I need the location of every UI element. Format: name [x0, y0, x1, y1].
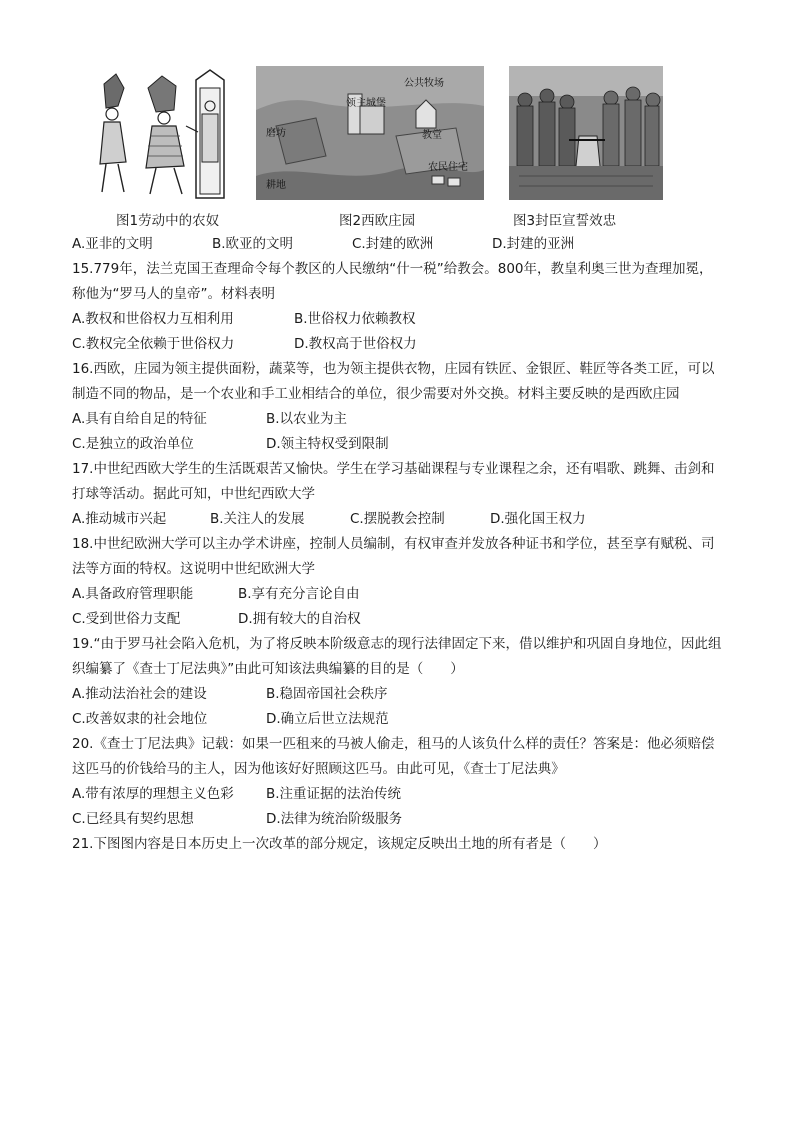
q19-option-a: A.推动法治社会的建设 — [72, 686, 207, 702]
q16-stem: 16.西欧，庄园为领主提供面粉，蔬菜等，也为领主提供衣物，庄园有铁匠、金银匠、鞋匠等各类工匠，可以制造不同的物品，是一个农业和手工业相结合的单位，很少需要对外交换。材料主要反映的是西欧庄园 — [72, 361, 715, 402]
q17-stem: 17.中世纪西欧大学生的生活既艰苦又愉快。学生在学习基础课程与专业课程之余，还有唱歌、跳舞、击剑和打球等活动。据此可知，中世纪西欧大学 — [72, 461, 715, 502]
figure-captions — [0, 209, 794, 231]
q20-option-a: A.带有浓厚的理想主义色彩 — [72, 786, 234, 802]
serfs-labor-illustration — [86, 66, 230, 200]
q19-stem: 19.“由于罗马社会陷入危机，为了将反映本阶级意志的现行法律固定下来，借以维护和巩固自身地位，因此组织编纂了《查士丁尼法典》”由此可知该法典编纂的目的是（ ） — [72, 636, 722, 677]
q16-options-row2 — [72, 432, 724, 457]
q19-options-row1 — [72, 682, 724, 707]
q17-option-a: A.推动城市兴起 — [72, 511, 167, 527]
q18-option-d: D.拥有较大的自治权 — [238, 611, 361, 627]
q18-options-row2 — [72, 607, 724, 632]
q14-option-b: B.欧亚的文明 — [212, 236, 294, 252]
figure-3-caption: 图3封臣宣誓效忠 — [513, 213, 617, 229]
q18-option-b: B.享有充分言论自由 — [238, 586, 360, 602]
q14-option-d: D.封建的亚洲 — [492, 236, 575, 252]
q15-stem: 15.779年，法兰克国王查理命令每个教区的人民缴纳“什一税”给教会。800年，教皇利奥三世为查理加冕，称他为“罗马人的皇帝”。材料表明 — [72, 261, 713, 302]
manor-label-4: 农民住宅 — [428, 162, 468, 173]
q20-option-c: C.已经具有契约思想 — [72, 811, 194, 827]
q20-option-b: B.注重证据的法治传统 — [266, 786, 402, 802]
manor-label-6: 耕地 — [266, 180, 286, 191]
q18-option-c: C.受到世俗力支配 — [72, 611, 181, 627]
q15-option-b: B.世俗权力依赖教权 — [294, 311, 416, 327]
q14-option-c: C.封建的欧洲 — [352, 236, 434, 252]
manor-label-3: 教堂 — [422, 130, 442, 141]
q18-option-a: A.具备政府管理职能 — [72, 586, 194, 602]
manor-map-illustration — [256, 66, 484, 200]
q15-option-a: A.教权和世俗权力互相利用 — [72, 311, 234, 327]
q15-option-c: C.教权完全依赖于世俗权力 — [72, 336, 235, 352]
figure-1-caption: 图1劳动中的农奴 — [116, 213, 220, 229]
q15-options-row1 — [72, 307, 724, 332]
vassal-oath-illustration — [509, 66, 663, 200]
q17-options — [72, 507, 724, 532]
q17-option-b: B.关注人的发展 — [210, 511, 305, 527]
manor-label-2: 领主城堡 — [346, 98, 386, 109]
q20-option-d: D.法律为统治阶级服务 — [266, 811, 403, 827]
q21-stem: 21.下图图内容是日本历史上一次改革的部分规定，该规定反映出土地的所有者是（ ） — [72, 836, 607, 852]
q20-stem: 20.《查士丁尼法典》记载：如果一匹租来的马被人偷走，租马的人该负什么样的责任？答案是：他必须赔偿这匹马的价钱给马的主人，因为他该好好照顾这匹马。由此可见，《查士丁尼法典》 — [72, 736, 715, 777]
q17-option-c: C.摆脱教会控制 — [350, 511, 445, 527]
q18-stem: 18.中世纪欧洲大学可以主办学术讲座，控制人员编制，有权审查并发放各种证书和学位，甚至享有赋税、司法等方面的特权。这说明中世纪欧洲大学 — [72, 536, 715, 577]
q20-options-row1 — [72, 782, 724, 807]
q19-option-b: B.稳固帝国社会秩序 — [266, 686, 388, 702]
q16-option-c: C.是独立的政治单位 — [72, 436, 194, 452]
q19-option-c: C.改善奴隶的社会地位 — [72, 711, 208, 727]
figure-row — [0, 66, 794, 206]
q16-option-b: B.以农业为主 — [266, 411, 348, 427]
q19-option-d: D.确立后世立法规范 — [266, 711, 389, 727]
figure-2-caption: 图2西欧庄园 — [339, 213, 416, 229]
q16-options-row1 — [72, 407, 724, 432]
q14-options — [72, 232, 724, 257]
manor-label-1: 公共牧场 — [404, 78, 444, 89]
question-list — [72, 232, 724, 857]
manor-label-5: 磨坊 — [266, 128, 286, 139]
q16-option-d: D.领主特权受到限制 — [266, 436, 389, 452]
q19-options-row2 — [72, 707, 724, 732]
q17-option-d: D.强化国王权力 — [490, 511, 586, 527]
q18-options-row1 — [72, 582, 724, 607]
q15-option-d: D.教权高于世俗权力 — [294, 336, 417, 352]
q16-option-a: A.具有自给自足的特征 — [72, 411, 207, 427]
q14-option-a: A.亚非的文明 — [72, 236, 153, 252]
q15-options-row2 — [72, 332, 724, 357]
q20-options-row2 — [72, 807, 724, 832]
